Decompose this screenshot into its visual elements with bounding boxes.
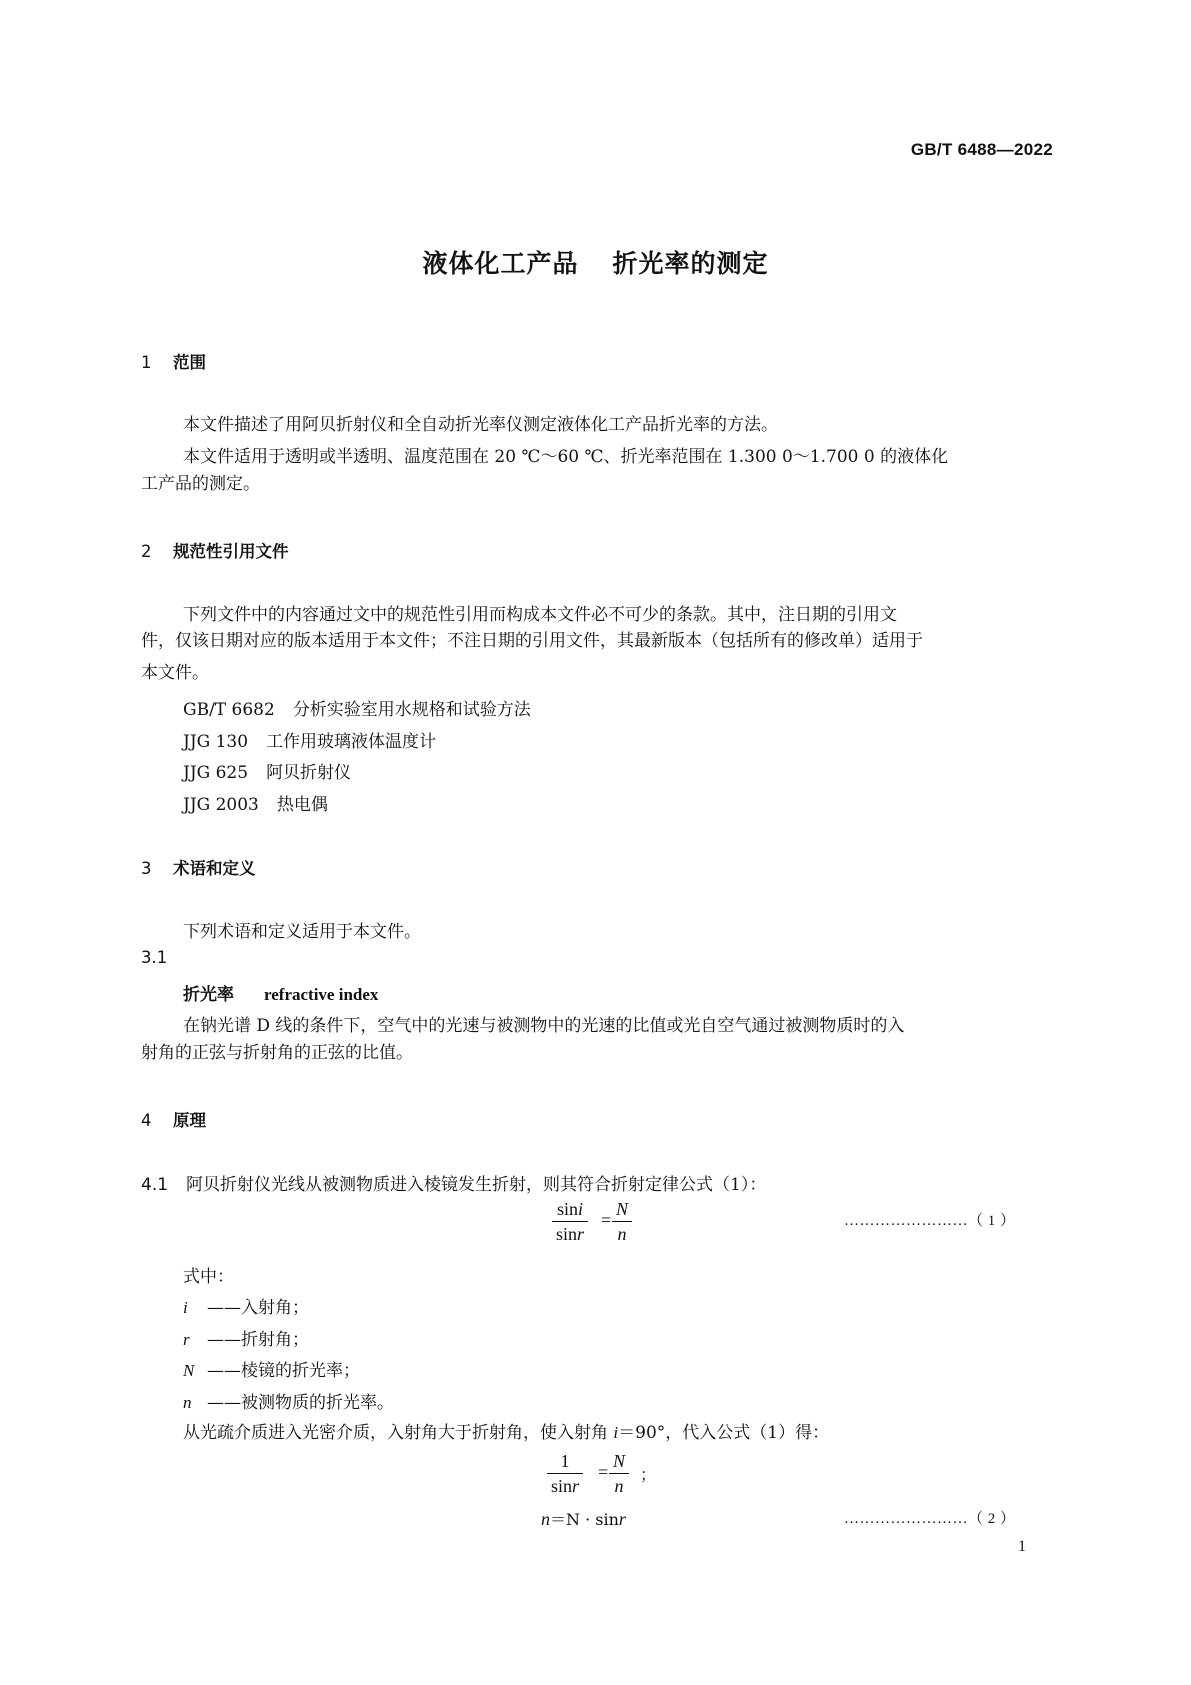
title-part-1: 液体化工产品 (422, 249, 579, 278)
eq-text: ＝N · sin (550, 1510, 619, 1529)
reference-code: JJG 130 (183, 732, 249, 752)
symbol-description: ——被测物质的折光率。 (207, 1393, 394, 1413)
reference-code: JJG 2003 (183, 795, 259, 815)
eq-var: n (617, 1224, 627, 1244)
eq-var: i (578, 1199, 584, 1219)
section-title: 范围 (173, 353, 206, 372)
title-part-2: 折光率的测定 (612, 249, 769, 278)
clause-number: 4.1 (141, 1175, 169, 1195)
term-definition-line-1: 在钠光谱 D 线的条件下，空气中的光速与被测物中的光速的比值或光自空气通过被测物质时的入 (183, 1016, 905, 1036)
eq-var: r (618, 1509, 626, 1529)
term-entry (183, 980, 378, 1005)
reference-title: 热电偶 (276, 795, 328, 815)
scope-paragraph-2-line-1: 本文件适用于透明或半透明、温度范围在 20 ℃～60 ℃、折光率范围在 1.300 0～1.700 0 的液体化 (183, 447, 949, 467)
text-run: ＝90°，代入公式（1）得： (618, 1423, 830, 1443)
section-number: 1 (141, 353, 152, 372)
reference-code: JJG 625 (183, 763, 249, 783)
reference-title: 工作用玻璃液体温度计 (266, 732, 437, 752)
equation-1-lhs-fraction (552, 1197, 588, 1246)
term-english: refractive index (264, 985, 379, 1004)
equation-1-rhs-fraction (612, 1197, 632, 1246)
leader-dots: …………………… (844, 1511, 968, 1527)
scope-paragraph-2-line-2: 工产品的测定。 (141, 474, 260, 494)
term-definition-line-2: 射角的正弦与折射角的正弦的比值。 (141, 1043, 413, 1063)
text-run: 从光疏介质进入光密介质，入射角大于折射角，使入射角 (183, 1423, 614, 1443)
eq-text: sin (557, 1199, 579, 1219)
eq-text: 1 (547, 1449, 583, 1474)
section-number: 2 (141, 542, 152, 561)
term-chinese: 折光率 (183, 985, 234, 1005)
section-number: 4 (141, 1111, 152, 1130)
eq-var: N (609, 1449, 629, 1474)
equals-sign: = (598, 1462, 609, 1482)
clause-text: 阿贝折射仪光线从被测物质进入棱镜发生折射，则其符合折射定律公式（1）： (186, 1175, 767, 1195)
symbol-description: ——入射角； (207, 1298, 309, 1318)
eq-var: N (612, 1197, 632, 1222)
section-title: 术语和定义 (173, 859, 256, 878)
equation-2-fraction-lhs (547, 1449, 583, 1498)
equation-label: （ 1 ） (968, 1213, 1016, 1229)
eq-var: i (613, 1423, 619, 1442)
symbol: i (183, 1298, 188, 1317)
section-title: 原理 (173, 1111, 206, 1130)
leader-dots: …………………… (844, 1213, 968, 1229)
reference-title: 分析实验室用水规格和试验方法 (292, 700, 531, 720)
eq-text: sin (551, 1476, 573, 1496)
semicolon: ； (640, 1465, 657, 1484)
reference-item (183, 790, 328, 815)
terms-intro: 下列术语和定义适用于本文件。 (183, 922, 421, 942)
equation-1-number (844, 1209, 1016, 1230)
symbol-definition (183, 1293, 309, 1318)
section-title: 规范性引用文件 (173, 542, 289, 561)
section-4-heading (141, 1107, 206, 1131)
symbol-definition (183, 1325, 309, 1350)
clause-4-1 (141, 1170, 766, 1195)
eq-var: r (572, 1476, 580, 1496)
reference-item (183, 727, 436, 752)
symbol: r (183, 1330, 190, 1349)
reference-item (183, 758, 351, 783)
equation-2-number (844, 1507, 1016, 1528)
equation-2-fraction-rhs (609, 1449, 629, 1498)
page-number: 1 (1018, 1538, 1026, 1555)
scope-paragraph-1: 本文件描述了用阿贝折射仪和全自动折光率仪测定液体化工产品折光率的方法。 (183, 415, 778, 435)
reference-title: 阿贝折射仪 (266, 763, 352, 783)
symbol-definition (183, 1356, 360, 1381)
symbol: N (183, 1361, 195, 1380)
equation-2-line-2 (541, 1507, 626, 1530)
section-1-heading (141, 349, 206, 373)
reference-code: GB/T 6682 (183, 700, 275, 720)
references-intro-line-2: 件，仅该日期对应的版本适用于本文件；不注日期的引用文件，其最新版本（包括所有的修改单）适用于 (141, 631, 923, 651)
reference-item (183, 695, 531, 720)
where-label: 式中： (183, 1267, 234, 1287)
equation-label: （ 2 ） (968, 1511, 1016, 1527)
section-2-heading (141, 538, 289, 562)
references-intro-line-1: 下列文件中的内容通过文中的规范性引用而构成本文件必不可少的条款。其中，注日期的引用文 (183, 605, 897, 625)
symbol-description: ——折射角； (207, 1330, 309, 1350)
equals-sign: = (601, 1210, 612, 1230)
eq-text: sin (556, 1224, 578, 1244)
eq-var: n (541, 1509, 550, 1529)
page-title (0, 244, 1191, 280)
symbol: n (183, 1393, 192, 1412)
refraction-explanation (183, 1418, 829, 1443)
term-number: 3.1 (141, 948, 168, 967)
symbol-definition (183, 1388, 394, 1413)
symbol-description: ——棱镜的折光率； (207, 1361, 360, 1381)
eq-var: r (577, 1224, 585, 1244)
eq-var: n (614, 1476, 624, 1496)
section-number: 3 (141, 859, 152, 878)
section-3-heading (141, 855, 256, 879)
references-intro-line-3: 本文件。 (141, 663, 209, 683)
standard-code: GB/T 6488—2022 (910, 140, 1053, 159)
